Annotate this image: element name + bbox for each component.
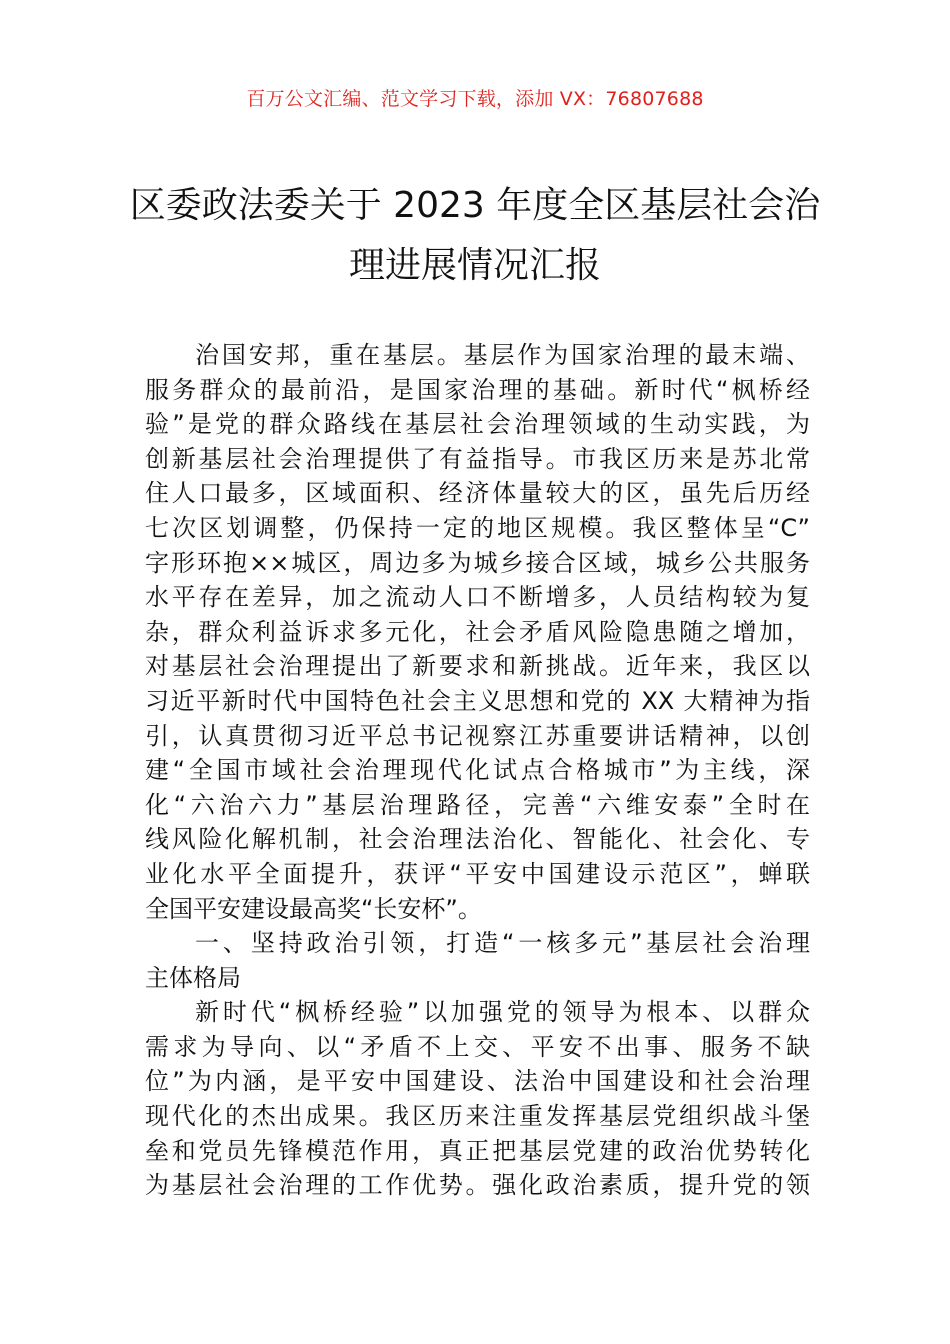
document-title: [120, 176, 830, 296]
body-line: 全国平安建设最高奖“长安杯”。: [145, 894, 482, 923]
title-line: 理进展情况汇报: [348, 245, 601, 286]
body-line: 化“六治六力”基层治理路径，完善“六维安泰”全时在: [145, 790, 810, 819]
body-line: 住人口最多，区域面积、经济体量较大的区，虽先后历经: [145, 479, 810, 508]
section-heading-line: 主体格局: [145, 963, 241, 992]
body-line: 水平存在差异，加之流动人口不断增多，人员结构较为复: [145, 583, 810, 612]
body-line: 建“全国市域社会治理现代化试点合格城市”为主线，深: [145, 756, 810, 785]
body-line: 引，认真贯彻习近平总书记视察江苏重要讲话精神，以创: [145, 721, 810, 750]
body-line: 线风险化解机制，社会治理法治化、智能化、社会化、专: [145, 825, 810, 854]
body-line: 位”为内涵，是平安中国建设、法治中国建设和社会治理: [145, 1067, 810, 1096]
body-line: 现代化的杰出成果。我区历来注重发挥基层党组织战斗堡: [145, 1102, 810, 1131]
body-line: 对基层社会治理提出了新要求和新挑战。近年来，我区以: [145, 652, 810, 681]
body-line: 习近平新时代中国特色社会主义思想和党的 XX 大精神为指: [145, 686, 810, 715]
section-heading-line: 一、坚持政治引领，打造“一核多元”基层社会治理: [195, 929, 810, 958]
body-line: 业化水平全面提升，获评“平安中国建设示范区”，蝉联: [145, 859, 810, 888]
body-line: 创新基层社会治理提供了有益指导。市我区历来是苏北常: [145, 444, 810, 473]
body-line: 新时代“枫桥经验”以加强党的领导为根本、以群众: [195, 998, 810, 1027]
body-line: 需求为导向、以“矛盾不上交、平安不出事、服务不缺: [145, 1032, 810, 1061]
body-line: 治国安邦，重在基层。基层作为国家治理的最末端、: [195, 341, 810, 369]
body-line: 垒和党员先锋模范作用，真正把基层党建的政治优势转化: [145, 1136, 810, 1165]
body-line: 验”是党的群众路线在基层社会治理领域的生动实践，为: [145, 410, 810, 439]
watermark-banner: 百万公文汇编、范文学习下载，添加 VX：76807688: [246, 88, 704, 110]
body-line: 杂，群众利益诉求多元化，社会矛盾风险隐患随之增加，: [145, 617, 810, 646]
body-line: 七次区划调整，仍保持一定的地区规模。我区整体呈“C”: [145, 513, 810, 542]
document-body: [145, 338, 810, 1203]
body-line: 字形环抱××城区，周边多为城乡接合区域，城乡公共服务: [145, 548, 810, 577]
title-line: 区委政法委关于 2023 年度全区基层社会治: [129, 185, 821, 226]
body-line: 为基层社会治理的工作优势。强化政治素质，提升党的领: [145, 1171, 810, 1200]
body-line: 服务群众的最前沿，是国家治理的基础。新时代“枫桥经: [145, 375, 810, 404]
